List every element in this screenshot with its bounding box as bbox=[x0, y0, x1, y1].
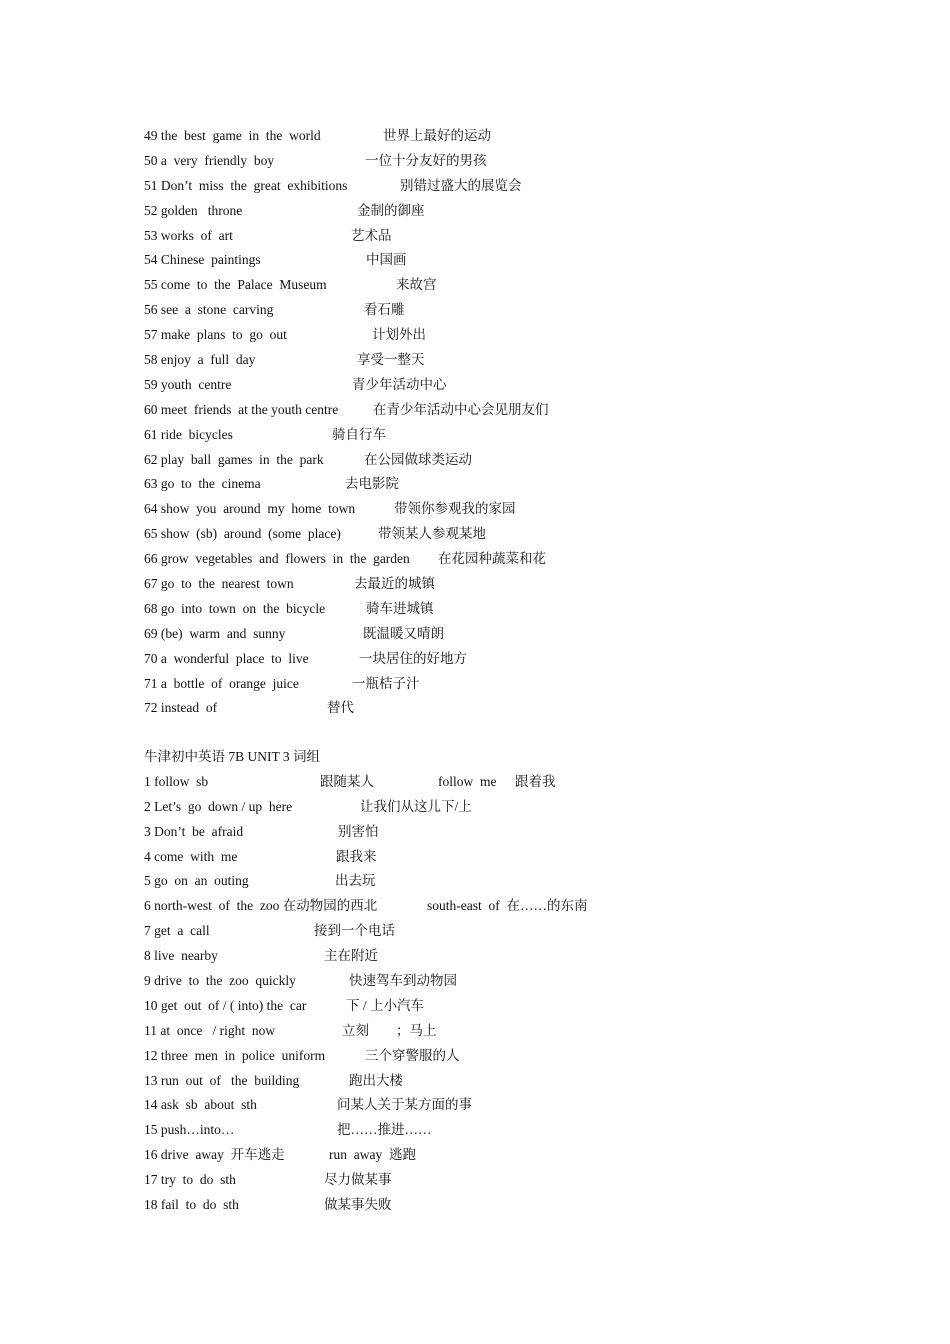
phrase-english: 8 live nearby bbox=[144, 948, 218, 964]
phrase-english-alt: run away 逃跑 bbox=[329, 1147, 416, 1163]
phrase-chinese: 别错过盛大的展览会 bbox=[400, 177, 522, 193]
phrase-row bbox=[144, 373, 844, 398]
phrase-row bbox=[144, 1069, 844, 1094]
phrase-english: 72 instead of bbox=[144, 700, 218, 716]
phrase-chinese: 计划外出 bbox=[372, 327, 426, 343]
phrase-row bbox=[144, 894, 844, 919]
phrase-english: 5 go on an outing bbox=[144, 873, 249, 889]
phrase-chinese: 一位十分友好的男孩 bbox=[365, 152, 487, 168]
phrase-chinese: 在公园做球类运动 bbox=[364, 451, 472, 467]
phrase-english: 10 get out of / ( into) the car bbox=[144, 997, 307, 1013]
phrase-chinese: 在青少年活动中心会见朋友们 bbox=[373, 401, 549, 417]
phrase-row bbox=[144, 1093, 844, 1118]
phrase-english-alt: follow me bbox=[438, 773, 497, 789]
phrase-row bbox=[144, 1143, 844, 1168]
phrase-english: 55 come to the Palace Museum bbox=[144, 277, 327, 293]
phrase-english: 71 a bottle of orange juice bbox=[144, 675, 299, 691]
phrase-row bbox=[144, 869, 844, 894]
phrase-english: 9 drive to the zoo quickly bbox=[144, 973, 296, 989]
section-heading: 牛津初中英语 7B UNIT 3 词组 bbox=[144, 749, 321, 764]
phrase-chinese: 中国画 bbox=[366, 252, 407, 268]
phrase-english: 66 grow vegetables and flowers in the garden bbox=[144, 551, 410, 567]
phrase-chinese: 别害怕 bbox=[338, 823, 379, 839]
phrase-chinese: 世界上最好的运动 bbox=[383, 128, 491, 143]
phrase-chinese: 看石雕 bbox=[364, 302, 405, 318]
phrase-row bbox=[144, 472, 844, 497]
phrase-row bbox=[144, 572, 844, 597]
phrase-row bbox=[144, 149, 844, 174]
phrase-english: 51 Don’t miss the great exhibitions bbox=[144, 177, 348, 193]
phrase-row bbox=[144, 497, 844, 522]
phrase-row bbox=[144, 994, 844, 1019]
phrase-row bbox=[144, 298, 844, 323]
phrase-english: 12 three men in police uniform bbox=[144, 1047, 326, 1063]
phrase-row bbox=[144, 622, 844, 647]
phrase-english: 61 ride bicycles bbox=[144, 426, 233, 442]
phrase-chinese: 三个穿警服的人 bbox=[365, 1047, 460, 1063]
phrase-row bbox=[144, 248, 844, 273]
phrase-chinese: 接到一个电话 bbox=[314, 923, 395, 939]
phrase-english: 7 get a call bbox=[144, 923, 210, 939]
phrase-english: 6 north-west of the zoo 在动物园的西北 bbox=[144, 898, 378, 914]
phrase-row bbox=[144, 969, 844, 994]
phrase-chinese: 骑车进城镇 bbox=[366, 600, 434, 616]
phrase-chinese: 骑自行车 bbox=[332, 426, 386, 442]
phrase-chinese: 跟随某人 bbox=[320, 773, 374, 789]
phrase-row bbox=[144, 323, 844, 348]
phrase-english: 53 works of art bbox=[144, 227, 233, 243]
phrase-chinese: 享受一整天 bbox=[357, 352, 425, 368]
phrase-row bbox=[144, 795, 844, 820]
phrase-row bbox=[144, 919, 844, 944]
phrase-english: 50 a very friendly boy bbox=[144, 152, 275, 168]
phrase-english: 18 fail to do sth bbox=[144, 1197, 239, 1213]
phrase-english-alt: south-east of 在……的东南 bbox=[427, 898, 588, 914]
phrase-english: 11 at once / right now bbox=[144, 1022, 276, 1038]
phrase-english: 57 make plans to go out bbox=[144, 327, 287, 343]
phrase-row bbox=[144, 224, 844, 249]
phrase-english: 4 come with me bbox=[144, 848, 238, 864]
phrase-chinese: 主在附近 bbox=[324, 948, 378, 964]
phrase-row bbox=[144, 845, 844, 870]
phrase-chinese: 既温暖又晴朗 bbox=[363, 625, 444, 641]
phrase-chinese: 替代 bbox=[327, 700, 354, 716]
phrase-english: 64 show you around my home town bbox=[144, 501, 356, 517]
phrase-row bbox=[144, 348, 844, 373]
phrase-chinese: 艺术品 bbox=[351, 227, 392, 243]
phrase-chinese: 下 / 上小汽车 bbox=[346, 997, 425, 1013]
phrase-english: 14 ask sb about sth bbox=[144, 1097, 257, 1113]
phrase-row bbox=[144, 1118, 844, 1143]
phrase-chinese: 尽力做某事 bbox=[324, 1172, 392, 1188]
phrase-chinese: 把……推进…… bbox=[337, 1122, 432, 1138]
phrase-row bbox=[144, 423, 844, 448]
phrase-row bbox=[144, 547, 844, 572]
phrase-chinese: 出去玩 bbox=[335, 873, 376, 889]
phrase-row bbox=[144, 522, 844, 547]
phrase-chinese: 跑出大楼 bbox=[349, 1072, 403, 1088]
phrase-english: 15 push…into… bbox=[144, 1122, 235, 1138]
phrase-chinese: 问某人关于某方面的事 bbox=[337, 1097, 472, 1113]
phrase-chinese: 快速驾车到动物园 bbox=[349, 973, 457, 989]
phrase-english: 54 Chinese paintings bbox=[144, 252, 261, 268]
phrase-chinese: 跟我来 bbox=[336, 848, 377, 864]
phrase-english: 52 golden throne bbox=[144, 202, 243, 218]
phrase-english: 16 drive away 开车逃走 bbox=[144, 1147, 285, 1163]
phrase-chinese: 来故宫 bbox=[396, 277, 437, 293]
phrase-row bbox=[144, 124, 844, 149]
phrase-row bbox=[144, 398, 844, 423]
phrase-row bbox=[144, 1168, 844, 1193]
phrase-english: 49 the best game in the world bbox=[144, 128, 321, 143]
phrase-row bbox=[144, 174, 844, 199]
phrase-chinese: 做某事失败 bbox=[324, 1197, 392, 1213]
phrase-row bbox=[144, 770, 844, 795]
phrase-english: 67 go to the nearest town bbox=[144, 576, 294, 592]
phrase-row bbox=[144, 944, 844, 969]
phrase-row bbox=[144, 448, 844, 473]
phrase-english: 68 go into town on the bicycle bbox=[144, 600, 326, 616]
phrase-english: 60 meet friends at the youth centre bbox=[144, 401, 339, 417]
phrase-english: 1 follow sb bbox=[144, 773, 209, 789]
phrase-english: 3 Don’t be afraid bbox=[144, 823, 244, 839]
phrase-row bbox=[144, 199, 844, 224]
phrase-row bbox=[144, 696, 844, 721]
phrase-row bbox=[144, 1044, 844, 1069]
phrase-row bbox=[144, 672, 844, 697]
phrase-english: 59 youth centre bbox=[144, 376, 232, 392]
phrase-english: 58 enjoy a full day bbox=[144, 352, 256, 368]
phrase-row bbox=[144, 1019, 844, 1044]
phrase-chinese: 金制的御座 bbox=[357, 202, 425, 218]
phrase-english: 69 (be) warm and sunny bbox=[144, 625, 286, 641]
phrase-chinese: 带领你参观我的家园 bbox=[394, 501, 516, 517]
phrase-chinese-alt: 跟着我 bbox=[515, 773, 556, 789]
phrase-list-section-1 bbox=[144, 124, 844, 721]
phrase-list-section-2 bbox=[144, 745, 844, 1218]
phrase-row bbox=[144, 820, 844, 845]
phrase-chinese: 立刻 bbox=[342, 1022, 369, 1038]
phrase-chinese: 在花园种蔬菜和花 bbox=[438, 551, 546, 567]
phrase-chinese: 让我们从这儿下/上 bbox=[360, 798, 472, 814]
phrase-chinese: 去最近的城镇 bbox=[354, 576, 435, 592]
phrase-english: 2 Let’s go down / up here bbox=[144, 798, 293, 814]
phrase-chinese: 青少年活动中心 bbox=[352, 376, 447, 392]
phrase-row bbox=[144, 273, 844, 298]
phrase-english: 63 go to the cinema bbox=[144, 476, 261, 492]
phrase-english: 17 try to do sth bbox=[144, 1172, 236, 1188]
phrase-english: 65 show (sb) around (some place) bbox=[144, 526, 341, 542]
phrase-chinese: 带领某人参观某地 bbox=[378, 526, 486, 542]
phrase-row bbox=[144, 1193, 844, 1218]
phrase-english: 13 run out of the building bbox=[144, 1072, 300, 1088]
phrase-english: 70 a wonderful place to live bbox=[144, 650, 309, 666]
phrase-chinese: 一块居住的好地方 bbox=[359, 650, 467, 666]
phrase-english: 56 see a stone carving bbox=[144, 302, 274, 318]
phrase-english: 62 play ball games in the park bbox=[144, 451, 324, 467]
phrase-chinese: 一瓶桔子汁 bbox=[352, 675, 420, 691]
phrase-chinese-alt: ；马上 bbox=[396, 1022, 437, 1038]
phrase-row bbox=[144, 647, 844, 672]
phrase-chinese: 去电影院 bbox=[345, 476, 399, 492]
phrase-row bbox=[144, 597, 844, 622]
